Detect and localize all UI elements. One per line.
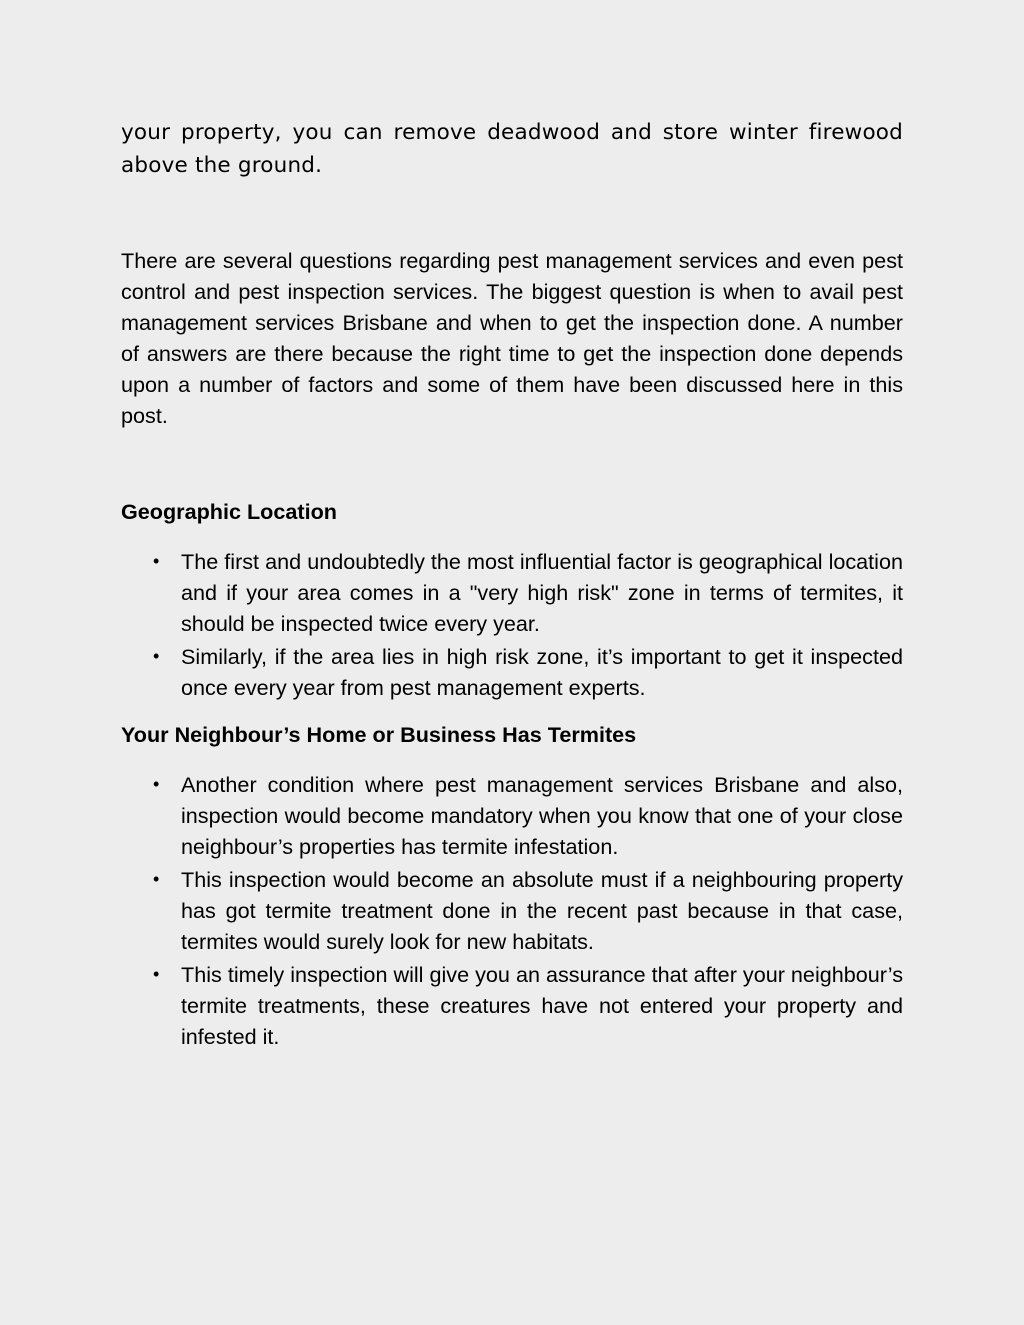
list-item-text: This inspection would become an absolute must if a neighbouring property has got termite treatment done in the recent past because in that case, termites would surely look for new habitats. xyxy=(181,867,903,954)
document-page xyxy=(121,116,903,1054)
bullet-icon: • xyxy=(153,551,160,571)
list-item-text: The first and undoubtedly the most influential factor is geographical location and if your area comes in a "very high risk" zone in terms of termites, it should be inspected twice every year. xyxy=(181,549,903,636)
list-item xyxy=(121,546,903,639)
bullet-list-geographic-location xyxy=(121,546,903,703)
section-heading-neighbours-home: Your Neighbour’s Home or Business Has Termites xyxy=(121,722,637,747)
bullet-list-neighbours-home xyxy=(121,769,903,1052)
section-heading-geographic-location: Geographic Location xyxy=(121,499,337,524)
bullet-icon: • xyxy=(153,869,160,889)
list-item xyxy=(121,769,903,862)
bullet-icon: • xyxy=(153,774,160,794)
body-paragraph: There are several questions regarding pest management services and even pest control and pest inspection services. The biggest question is when to avail pest management services Brisbane and when to get the inspection done. A number of answers are there because the right time to get the inspection done depends upon a number of factors and some of them have been discussed here in this post. xyxy=(121,248,903,428)
list-item-text: Another condition where pest management services Brisbane and also, inspection would become mandatory when you know that one of your close neighbour’s properties has termite infestation. xyxy=(181,772,903,859)
list-item xyxy=(121,959,903,1052)
list-item-text: Similarly, if the area lies in high risk zone, it’s important to get it inspected once every year from pest management experts. xyxy=(181,644,903,700)
list-item xyxy=(121,864,903,957)
bullet-icon: • xyxy=(153,646,160,666)
bullet-icon: • xyxy=(153,964,160,984)
list-item-text: This timely inspection will give you an assurance that after your neighbour’s termite treatments, these creatures have not entered your property and infested it. xyxy=(181,962,903,1049)
intro-paragraph: your property, you can remove deadwood and store winter firewood above the ground. xyxy=(121,120,903,178)
list-item xyxy=(121,641,903,703)
